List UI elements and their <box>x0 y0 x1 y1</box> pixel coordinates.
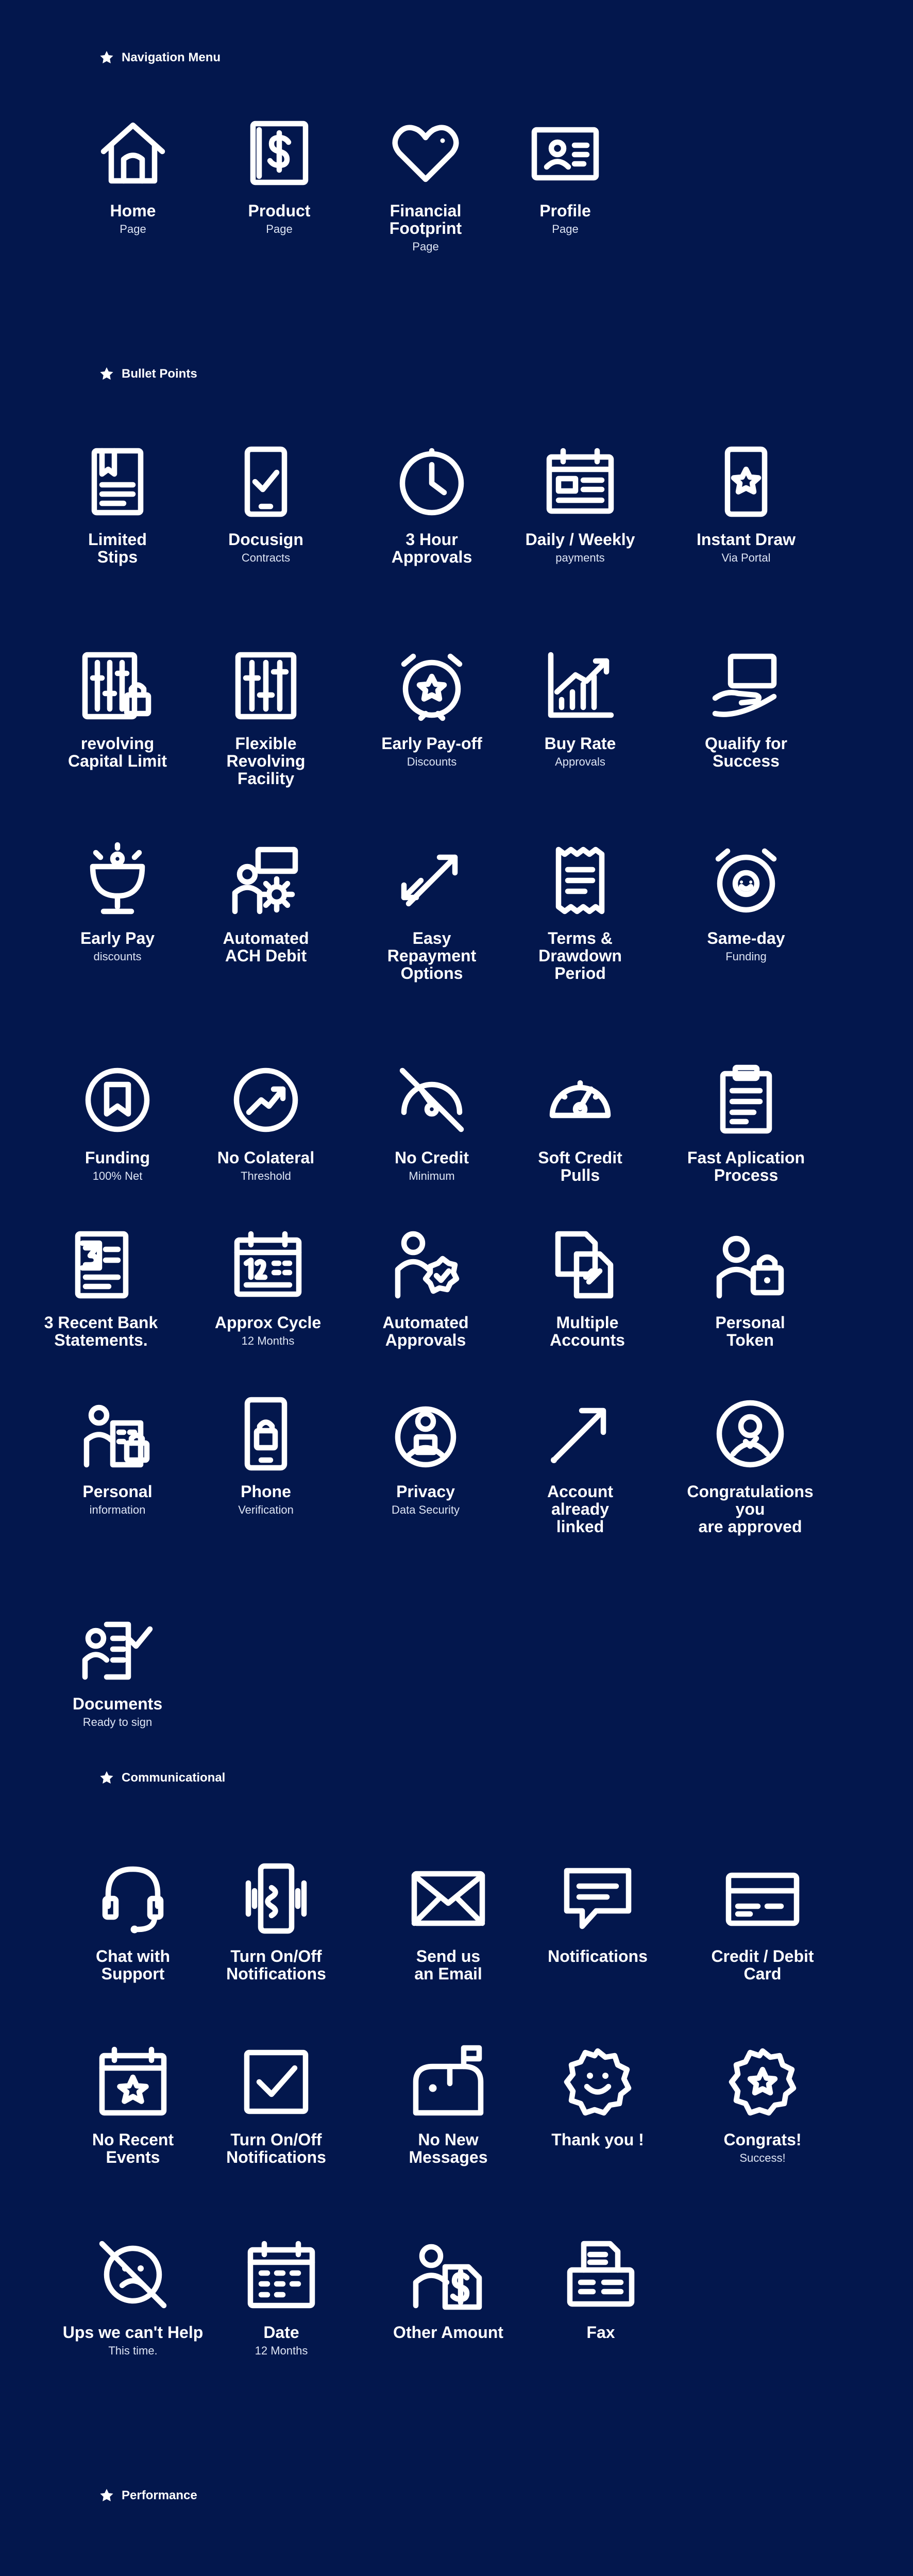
icon-label: Date <box>263 2323 299 2342</box>
section-title: Bullet Points <box>122 367 197 381</box>
icon-label: No Colateral <box>217 1148 315 1167</box>
icon-label: Product <box>248 201 311 220</box>
icon-label: Documents <box>72 1694 163 1713</box>
person-lock-icon <box>712 1226 789 1303</box>
icon-label: Personal Token <box>715 1313 785 1349</box>
icon-sublabel: Page <box>412 240 439 253</box>
icon-label: Automated Approvals <box>382 1313 469 1349</box>
icon-label: Credit / Debit Card <box>711 1947 814 1983</box>
icon-sublabel: 12 Months <box>241 1334 295 1347</box>
section-title: Communicational <box>122 1771 226 1785</box>
icon-label: Turn On/Off Notifications <box>226 1947 326 1983</box>
section-title: Performance <box>122 2488 197 2502</box>
nav-item <box>351 114 500 253</box>
icon-label: 3 Hour Approvals <box>391 530 472 566</box>
docusign-phone-icon <box>227 443 305 520</box>
star-badge-icon <box>724 2043 801 2121</box>
profile-card-icon <box>527 114 604 192</box>
icon-label: Congratulations you are approved <box>687 1482 814 1536</box>
arrow-link-icon <box>542 1395 619 1472</box>
icon-label: Other Amount <box>393 2323 503 2342</box>
icon-label: Soft Credit Pulls <box>538 1148 622 1184</box>
bullets-item <box>505 842 655 982</box>
icon-label: Daily / Weekly <box>525 530 635 549</box>
bookmark-circle-icon <box>79 1061 156 1139</box>
bullets-item <box>357 443 506 566</box>
approved-user-icon <box>712 1395 789 1472</box>
comm-item <box>688 2043 837 2165</box>
icon-sublabel: Page <box>120 223 146 235</box>
fax-icon <box>562 2236 639 2313</box>
credit-card-icon <box>724 1860 801 1937</box>
comm-item <box>207 2236 356 2358</box>
icon-sublabel: information <box>89 1503 146 1516</box>
icon-label: Docusign <box>228 530 303 549</box>
icon-label: Early Pay-off <box>381 734 482 753</box>
icon-sublabel: 12 Months <box>255 2344 308 2357</box>
alarm-smile-icon <box>707 842 785 919</box>
icon-label: No Credit <box>395 1148 469 1167</box>
trophy-cup-icon <box>79 842 156 919</box>
section-header-performance <box>99 2485 197 2506</box>
icon-label: Automated ACH Debit <box>223 929 309 965</box>
icon-sublabel: payments <box>555 551 605 564</box>
calendar-grid-icon <box>243 2236 320 2313</box>
bullets-item <box>43 1607 192 1729</box>
comm-item <box>58 1860 208 1982</box>
bullets-item <box>513 1226 662 1349</box>
bullets-item <box>505 1395 655 1535</box>
bullets-item <box>351 1226 500 1349</box>
envelope-icon <box>410 1860 487 1937</box>
section-header-communicational <box>99 1768 225 1788</box>
comm-item <box>58 2043 208 2166</box>
arrows-exchange-icon <box>393 842 470 919</box>
icon-label: 3 Recent Bank Statements. <box>44 1313 158 1349</box>
nav-item <box>58 114 208 236</box>
bullets-item <box>43 443 192 566</box>
icon-label: Instant Draw <box>696 530 796 549</box>
bullets-item <box>505 1061 655 1184</box>
icon-label: Fax <box>586 2323 615 2342</box>
bullets-item <box>675 1226 825 1349</box>
icon-sublabel: Threshold <box>241 1170 291 1182</box>
person-dollar-icon <box>410 2236 487 2313</box>
icon-label: Privacy <box>396 1482 455 1501</box>
comm-item <box>526 2236 675 2341</box>
nav-item <box>491 114 640 236</box>
mailbox-icon <box>410 2043 487 2121</box>
bullets-item <box>671 443 821 565</box>
home-icon <box>94 114 172 192</box>
bullets-item <box>671 842 821 963</box>
phone-lock-icon <box>227 1395 305 1472</box>
icon-label: Chat with Support <box>96 1947 170 1983</box>
star-icon <box>99 2488 114 2503</box>
icon-label: Multiple Accounts <box>550 1313 625 1349</box>
bullets-item <box>193 1226 343 1348</box>
gauge-icon <box>542 1061 619 1139</box>
bullets-item <box>505 647 655 769</box>
calendar-icon <box>542 443 619 520</box>
icon-label: Profile <box>539 201 591 220</box>
gauge-crossed-icon <box>393 1061 470 1139</box>
icon-sublabel: Discounts <box>407 755 457 768</box>
bullets-item <box>43 1395 192 1517</box>
clipboard-icon <box>707 1061 785 1139</box>
icon-label: Flexible Revolving Facility <box>226 734 306 788</box>
icon-label: Turn On/Off Notifications <box>226 2130 326 2166</box>
icon-label: Funding <box>84 1148 150 1167</box>
icon-sublabel: Approvals <box>555 755 605 768</box>
bullets-item <box>43 1061 192 1183</box>
icon-sublabel: discounts <box>93 950 142 963</box>
icon-sublabel: Funding <box>725 950 767 963</box>
icon-sublabel: Via Portal <box>721 551 771 564</box>
comm-item <box>523 2043 672 2148</box>
comm-item <box>374 1860 523 1982</box>
icon-sublabel: Ready to sign <box>82 1716 153 1728</box>
bullets-item <box>191 842 341 964</box>
comm-item <box>523 1860 672 1965</box>
icon-sublabel: Contracts <box>241 551 291 564</box>
icon-label: Fast Aplication Process <box>687 1148 805 1184</box>
comm-item <box>374 2043 523 2166</box>
bullets-item <box>357 647 506 769</box>
icon-label: Early Pay <box>80 929 155 947</box>
icon-label: Account already linked <box>547 1482 613 1536</box>
star-icon <box>99 1770 114 1786</box>
comm-item <box>201 2043 351 2166</box>
smile-badge-icon <box>559 2043 636 2121</box>
bullets-item <box>505 443 655 565</box>
icon-label: revolving Capital Limit <box>67 734 167 770</box>
icon-label: Financial Footprint <box>389 201 462 238</box>
icon-sublabel: Page <box>552 223 579 235</box>
sliders-lock-icon <box>79 647 156 724</box>
sliders-icon <box>227 647 305 724</box>
bullets-item <box>191 1395 341 1517</box>
icon-sublabel: Data Security <box>391 1503 460 1516</box>
section-header-bullets <box>99 364 197 384</box>
calendar-star-icon <box>94 2043 172 2121</box>
icon-label: Ups we can't Help <box>62 2323 204 2342</box>
bullets-item <box>43 842 192 963</box>
dollar-bill-icon <box>241 114 318 192</box>
phone-star-icon <box>707 443 785 520</box>
bullets-item <box>675 1395 825 1535</box>
growth-chart-icon <box>542 647 619 724</box>
trend-circle-icon <box>227 1061 305 1139</box>
hand-money-icon <box>707 647 785 724</box>
heart-icon <box>387 114 464 192</box>
building-lock-icon <box>79 1395 156 1472</box>
icon-label: No Recent Events <box>92 2130 174 2166</box>
comm-item <box>58 2236 208 2358</box>
icon-label: Congrats! <box>723 2130 802 2149</box>
person-badge-icon <box>387 1226 464 1303</box>
calendar-12-icon <box>229 1226 307 1303</box>
icon-label: Phone <box>241 1482 291 1501</box>
icon-sublabel: This time. <box>108 2344 158 2357</box>
icon-label: Send us an Email <box>414 1947 482 1983</box>
icon-label: Buy Rate <box>544 734 616 753</box>
bullets-item <box>191 647 341 787</box>
shield-lock-icon <box>387 1395 464 1472</box>
icon-label: Home <box>110 201 156 220</box>
headset-icon <box>94 1860 172 1937</box>
star-icon <box>99 366 114 382</box>
bullets-item <box>191 1061 341 1183</box>
icon-label: Notifications <box>548 1947 648 1965</box>
bullets-item <box>351 1395 500 1517</box>
icon-sublabel: Success! <box>739 2151 786 2164</box>
icon-sublabel: Verification <box>238 1503 294 1516</box>
bullets-item <box>43 647 192 770</box>
icon-label: Easy Repayment Options <box>387 929 477 982</box>
checkbox-icon <box>238 2043 315 2121</box>
bullets-item <box>357 842 506 982</box>
comm-item <box>201 1860 351 1982</box>
receipt-icon <box>542 842 619 919</box>
icon-label: Thank you ! <box>551 2130 644 2149</box>
icon-sublabel: Page <box>266 223 293 235</box>
nav-item <box>205 114 354 236</box>
comm-item <box>688 1860 837 1982</box>
bullets-item <box>357 1061 506 1183</box>
icon-label: No New Messages <box>409 2130 488 2166</box>
comm-item <box>374 2236 523 2341</box>
icon-label: Personal <box>82 1482 153 1501</box>
alarm-star-icon <box>393 647 470 724</box>
star-icon <box>99 50 114 65</box>
icon-label: Same-day <box>707 929 785 947</box>
bullets-item <box>671 1061 821 1184</box>
icon-label: Approx Cycle <box>214 1313 322 1332</box>
icon-label: Terms & Drawdown Period <box>538 929 622 982</box>
section-header-navigation <box>99 47 221 68</box>
icon-label: Qualify for Success <box>704 734 787 770</box>
chat-bubble-icon <box>559 1860 636 1937</box>
icon-label: Limited Stips <box>88 530 147 566</box>
documents-icon <box>549 1226 626 1303</box>
documents-check-icon <box>79 1607 156 1685</box>
icon-sublabel: 100% Net <box>92 1170 143 1182</box>
person-gear-icon <box>227 842 305 919</box>
section-title: Navigation Menu <box>122 50 221 64</box>
statement-3-icon <box>62 1226 140 1303</box>
clock-icon <box>393 443 470 520</box>
bullets-item <box>191 443 341 565</box>
sad-crossed-icon <box>94 2236 172 2313</box>
icon-sublabel: Minimum <box>409 1170 455 1182</box>
bullets-item <box>26 1226 176 1349</box>
phone-vibrate-icon <box>238 1860 315 1937</box>
limited-stips-icon <box>79 443 156 520</box>
bullets-item <box>671 647 821 770</box>
